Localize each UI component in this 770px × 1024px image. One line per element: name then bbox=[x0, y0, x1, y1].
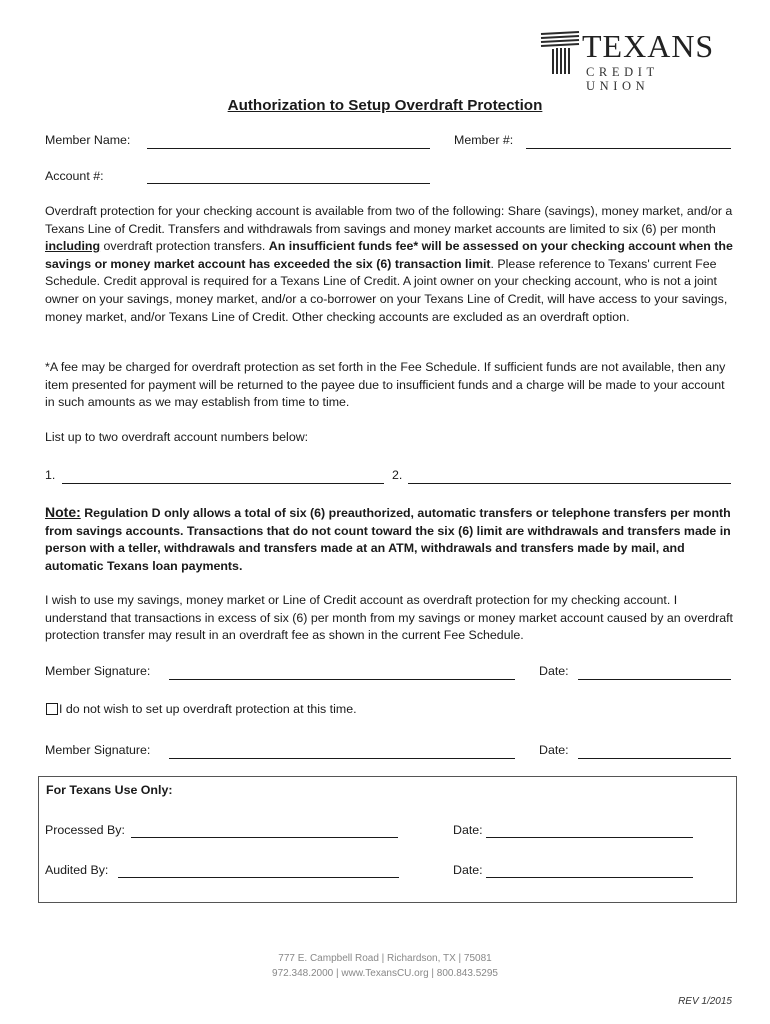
member-signature-label: Member Signature: bbox=[45, 664, 151, 678]
texans-t-emblem-icon bbox=[538, 30, 582, 76]
member-name-field[interactable] bbox=[147, 148, 430, 149]
audited-by-field[interactable] bbox=[118, 877, 399, 878]
footer-address: 777 E. Campbell Road | Richardson, TX | 75081 bbox=[278, 953, 492, 964]
account-2-label: 2. bbox=[392, 468, 403, 482]
fee-disclosure: *A fee may be charged for overdraft protection as set forth in the Fee Schedule. If sufficient funds are not available, then any item presented for payment will be returned to the payee due to insufficient funds and a charge will be made to your account in such amounts as we may establish from time to time. bbox=[45, 360, 726, 410]
member-name-label: Member Name: bbox=[45, 133, 131, 147]
optout-date-label: Date: bbox=[539, 743, 569, 757]
overdraft-account-1-field[interactable] bbox=[62, 483, 384, 484]
audited-by-label: Audited By: bbox=[45, 863, 109, 877]
optout-signature-label: Member Signature: bbox=[45, 743, 151, 757]
regulation-d-note: Note: Regulation D only allows a total of six (6) preauthorized, automatic transfers or telephone transfers per month from savings accounts. Transactions that do not count toward the six (6) limit are withdrawals and transfers made in person with a teller, withdrawals and transfers made at an ATM, withdrawals and transfers made by mail, and automatic Texans loan payments. bbox=[45, 504, 731, 573]
member-number-label: Member #: bbox=[454, 133, 514, 147]
optout-date-field[interactable] bbox=[578, 758, 731, 759]
date-field[interactable] bbox=[578, 679, 731, 680]
optout-label: I do not wish to set up overdraft protection at this time. bbox=[59, 702, 357, 716]
overdraft-description: Overdraft protection for your checking account is available from two of the following: Share (savings), money market, and/or a Texans Line of Credit. Transfers and withdrawals from savings and money market accounts are limited to six (6) per month including overdraft protection transfers. An insufficient funds fee* will be assessed on your checking account when the savings or money market account has exceeded the six (6) transaction limit. Please reference to Texans' current Fee Schedule. Credit approval is required for a Texans Line of Credit. A joint owner on your checking account, who is not a joint owner on your savings, money market, and/or a co-borrower on your Texans Line of Credit, will have access to your savings, money market, and/or Texans Line of Credit. Other checking accounts are excluded as an overdraft option. bbox=[45, 204, 733, 324]
audited-date-label: Date: bbox=[453, 863, 483, 877]
account-number-field[interactable] bbox=[147, 183, 430, 184]
optout-checkbox[interactable] bbox=[46, 703, 58, 715]
logo-wordmark: TEXANS bbox=[582, 28, 715, 64]
form-title: Authorization to Setup Overdraft Protection bbox=[227, 97, 543, 114]
processed-date-field[interactable] bbox=[486, 837, 693, 838]
member-signature-field[interactable] bbox=[169, 679, 515, 680]
account-1-label: 1. bbox=[45, 468, 56, 482]
processed-by-label: Processed By: bbox=[45, 823, 125, 837]
office-use-heading: For Texans Use Only: bbox=[46, 783, 173, 797]
overdraft-account-2-field[interactable] bbox=[408, 483, 731, 484]
footer-contact: 972.348.2000 | www.TexansCU.org | 800.843.5295 bbox=[272, 968, 498, 979]
processed-date-label: Date: bbox=[453, 823, 483, 837]
list-prompt: List up to two overdraft account numbers below: bbox=[45, 430, 309, 444]
audited-date-field[interactable] bbox=[486, 877, 693, 878]
revision-label: REV 1/2015 bbox=[678, 996, 732, 1007]
authorization-statement: I wish to use my savings, money market or Line of Credit account as overdraft protection for my checking account. I understand that transactions in excess of six (6) per month from my savings or money market account caused by an overdraft protection transfer may result in an overdraft fee as shown in the current Fee Schedule. bbox=[45, 593, 734, 643]
date-label: Date: bbox=[539, 664, 569, 678]
processed-by-field[interactable] bbox=[131, 837, 398, 838]
account-number-label: Account #: bbox=[45, 169, 104, 183]
logo-subtitle: CREDIT UNION bbox=[586, 65, 659, 93]
optout-signature-field[interactable] bbox=[169, 758, 515, 759]
texans-logo bbox=[538, 28, 728, 93]
member-number-field[interactable] bbox=[526, 148, 731, 149]
